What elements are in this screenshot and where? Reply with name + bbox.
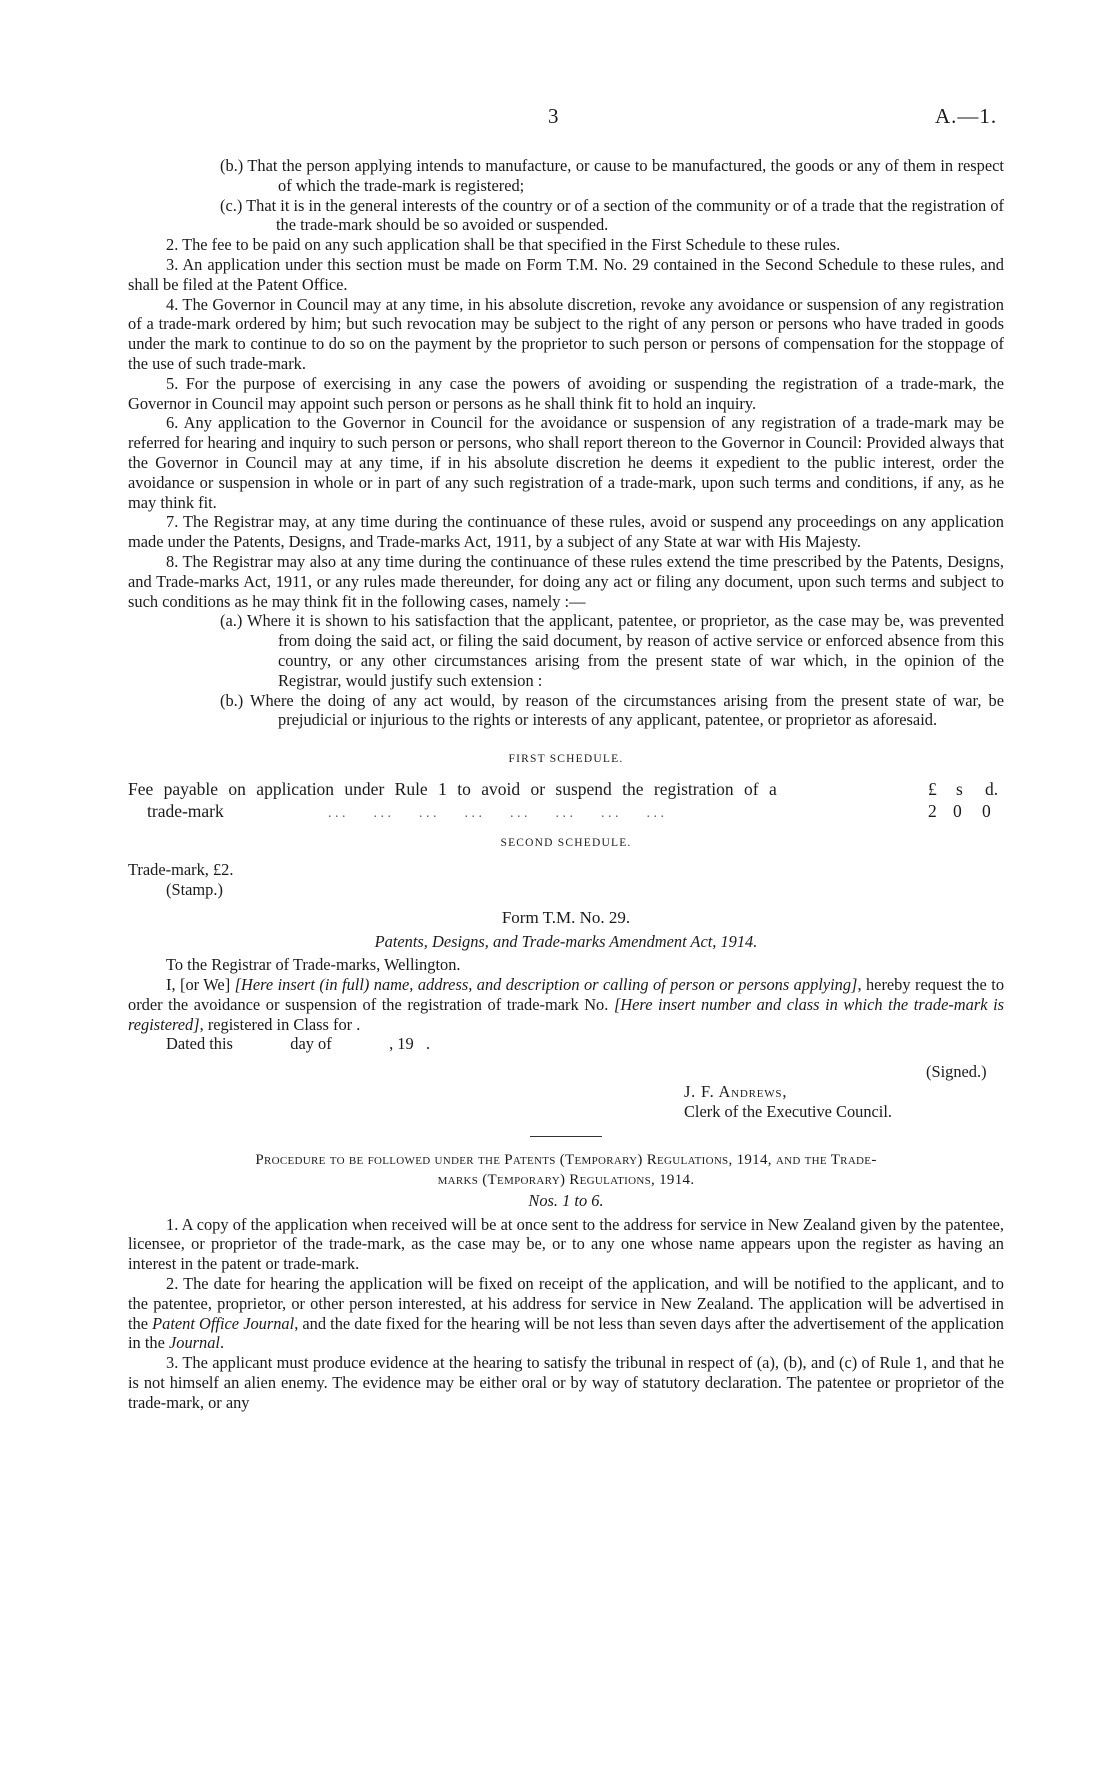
leader-dots: . . . . . . . . . . . . . . . . . . . . . . . . [328,805,664,821]
rule-5: 5. For the purpose of exercising in any case the powers of avoiding or suspending the registration of a trade-mark, the Governor in Council may appoint such person or persons as he shall think fit to hold an inquiry. [128,373,1004,413]
stamp-line-1: Trade-mark, £2. [128,859,234,879]
pounds-header: £ [928,778,937,799]
form-body: I, [or We] [Here insert (in full) name, address, and description or calling of person or persons applying], hereby request the to order the avoidance or suspension of the registration of trade-mark No. [Here insert number and class in which the trade-mark is registered], registered in Class for . [128,975,1005,1034]
signature-block [128,1054,1004,1122]
section-divider [530,1136,602,1137]
form-title: Form T.M. No. 29. [501,907,631,927]
document-body [128,156,1004,1413]
procedure-2: 2. The date for hearing the application will be fixed on receipt of the application, and will be notified to the applicant, and to the patentee, proprietor, or other person interested, at his address for service in New Zealand. The application will be advertised in the Patent Office Journal, and the date fixed for the hearing will be not less than seven days after the advertisement of the application in the Journal. [128,1274,1004,1353]
procedure-title-2: marks (Temporary) Regulations, 1914. [437,1172,695,1189]
shillings-header: s [956,778,963,799]
stamp-block [128,860,1004,900]
dated-line: Dated this day of , 19 . [166,1034,431,1054]
signed-label: (Signed.) [926,1062,987,1082]
rule-8: 8. The Registrar may also at any time during the continuance of these rules extend the time prescribed by the Patents, Designs, and Trade-marks Act, 1911, or any rules made thereunder, for doing any act or filing any document, upon such terms and subject to such conditions as he may think fit in the following cases, namely :— [128,551,1004,611]
amount-shillings: 0 [953,800,962,821]
fee-description: Fee payable on application under Rule 1 to avoid or suspend the registration of a [128,778,777,799]
clause-b: (b.) That the person applying intends to manufacture, or cause to be manufactured, the goods or any of them in respect of which the trade-mark is registered; [220,156,1004,195]
procedure-3: 3. The applicant must produce evidence at the hearing to satisfy the tribunal in respect of (a), (b), and (c) of Rule 1, and that he is not himself an alien enemy. The evidence may be either oral or by way of statutory declaration. The patentee or proprietor of the trade-mark, or any [128,1353,1004,1412]
rule-6: 6. Any application to the Governor in Council for the avoidance or suspension of any registration of a trade-mark may be referred for hearing and inquiry to such person or persons, who shall report thereon to the Governor in Council: Provided always that the Governor in Council may at any time, if in his absolute discretion he deems it expedient to the public interest, order the avoidance or suspension in whole or in part of any such registration of a trade-mark, upon such terms and conditions, if any, as he may think fit. [128,413,1004,512]
stamp-line-2: (Stamp.) [166,879,223,899]
amount-pounds: 2 [928,800,937,821]
addressee: To the Registrar of Trade-marks, Wellington. [166,955,461,975]
document-reference: A.—1. [935,104,998,128]
procedure-1: 1. A copy of the application when received will be at once sent to the address for service in New Zealand given by the patentee, licensee, or proprietor of the trade-mark, as the case may be, or to any one whose name appears upon the register as having an interest in the patent or trade-mark. [128,1214,1004,1274]
first-schedule-heading: FIRST SCHEDULE. [508,753,624,766]
signatory-name: J. F. Andrews, [684,1082,788,1102]
rule-8-clause-a: (a.) Where it is shown to his satisfaction that the applicant, patentee, or proprietor, as the case may be, was prevented from doing the said act, or filing the said document, by reason of active service or enforced absence from this country, or any other circumstances arising from the present state of war which, in the opinion of the Registrar, would justify such extension : [220,611,1004,690]
procedure-subtitle: Nos. 1 to 6. [528,1190,604,1210]
rule-7: 7. The Registrar may, at any time during the continuance of these rules, avoid or suspend any proceedings on any application made under the Patents, Designs, and Trade-marks Act, 1911, by a subject of any State at war with His Majesty. [128,512,1004,552]
page-number: 3 [548,104,559,128]
rule-3: 3. An application under this section must be made on Form T.M. No. 29 contained in the Second Schedule to these rules, and shall be filed at the Patent Office. [128,254,1004,294]
procedure-title-1: Procedure to be followed under the Patents (Temporary) Regulations, 1914, and the Trade- [255,1152,877,1169]
page-header [0,104,1114,134]
rule-2: 2. The fee to be paid on any such application shall be that specified in the First Schedule to these rules. [166,235,841,255]
act-title: Patents, Designs, and Trade-marks Amendment Act, 1914. [374,931,758,951]
rule-4: 4. The Governor in Council may at any time, in his absolute discretion, revoke any avoidance or suspension of any registration of a trade-mark ordered by him; but such revocation may be subject to the right of any person or persons who have traded in goods under the mark to continue to do so on the payment by the proprietor to such person or persons of compensation for the stoppage of the use of such trade-mark. [128,294,1004,373]
pence-header: d. [985,778,999,799]
amount-pence: 0 [982,800,991,821]
fee-table [128,780,1004,824]
signatory-title: Clerk of the Executive Council. [684,1102,893,1122]
fee-description-cont: trade-mark [147,800,224,821]
rule-8-clause-b: (b.) Where the doing of any act would, by reason of the circumstances arising from the present state of war, be prejudicial or injurious to the rights or interests of any applicant, patentee, or proprietor as aforesaid. [220,690,1004,730]
second-schedule-heading: SECOND SCHEDULE. [500,836,632,849]
clause-c: (c.) That it is in the general interests of the country or of a section of the community or of a trade that the registration of the trade-mark should be so avoided or suspended. [220,195,1004,235]
